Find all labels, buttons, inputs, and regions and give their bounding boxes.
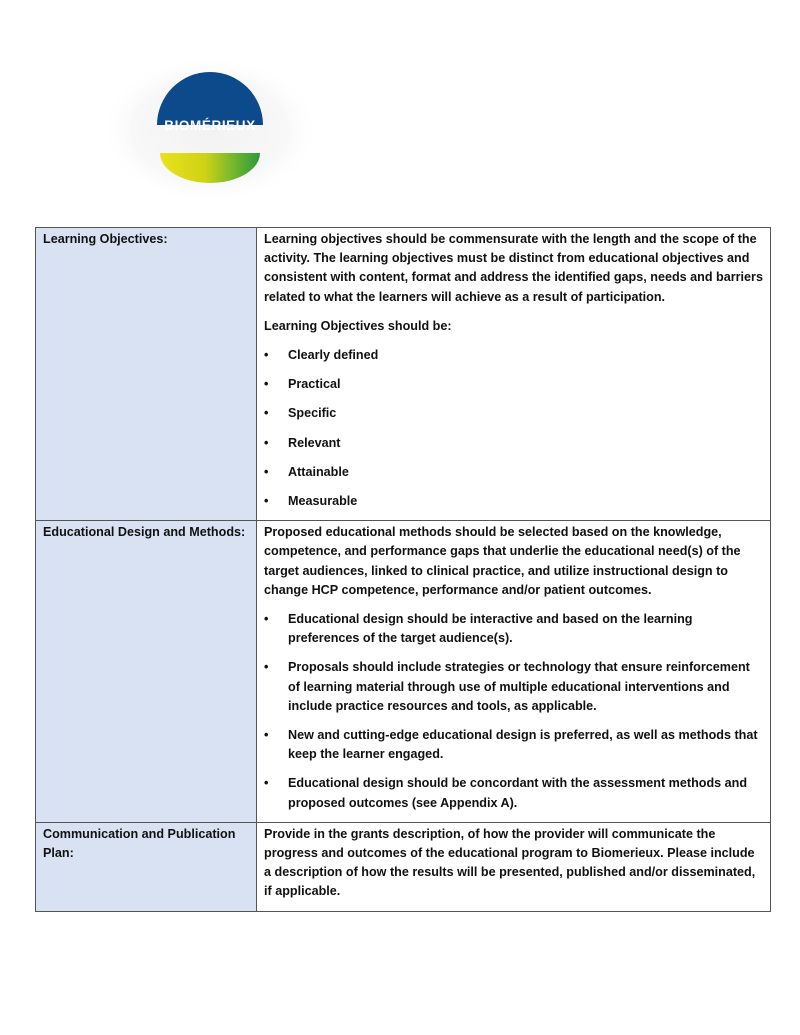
requirements-table: [35, 227, 771, 912]
content-paragraph: Provide in the grants description, of how the provider will communicate the progress and outcomes of the educational program to Biomerieux. Please include a description of how the results will be presented, published and/or disseminated, if applicable.: [264, 826, 756, 899]
table-row: [36, 521, 771, 823]
content-paragraph: Proposed educational methods should be selected based on the knowledge, competence, and performance gaps that underlie the educational need(s) of the target audiences, linked to clinical practice, and utilize instructional design to change HCP competence, performance and/or patient outcomes.: [264, 525, 741, 597]
bullet-item: [264, 404, 763, 423]
bullet-item: [264, 610, 763, 648]
bullet-icon: •: [264, 377, 269, 392]
row-label: Communication and Publication Plan:: [36, 822, 257, 911]
row-label: Learning Objectives:: [36, 228, 257, 521]
bullet-item: [264, 774, 763, 812]
bullet-item: [264, 492, 763, 511]
row-content: [257, 228, 771, 521]
bullet-text: Clearly defined: [288, 348, 379, 363]
bullet-icon: •: [264, 776, 269, 791]
bullet-text: Practical: [288, 377, 341, 392]
bullet-icon: •: [264, 660, 269, 675]
bullet-item: [264, 463, 763, 482]
bullet-icon: •: [264, 728, 269, 743]
table-row: [36, 822, 771, 911]
bullet-item: [264, 658, 763, 716]
bullet-text: Educational design should be interactive and based on the learning preferences of the target audience(s).: [288, 612, 693, 646]
bullet-icon: •: [264, 406, 269, 421]
bullet-icon: •: [264, 348, 269, 363]
content-paragraph: Learning objectives should be commensurate with the length and the scope of the activity. The learning objectives must be distinct from educational objectives and consistent with content, format and address the identified gaps, needs and barriers related to what the learners will achieve as a result of participation.: [264, 232, 763, 304]
bullet-list: [264, 610, 763, 813]
bullet-icon: •: [264, 435, 269, 450]
bullet-text: Specific: [288, 406, 337, 421]
bullet-text: Proposals should include strategies or technology that ensure reinforcement of learning material through use of multiple educational interventions and include practice resources and tools, as applicable.: [288, 660, 750, 713]
bullet-item: [264, 346, 763, 365]
bullet-icon: •: [264, 464, 269, 479]
biomerieux-logo: [100, 55, 320, 205]
row-content: [257, 822, 771, 911]
bullet-icon: •: [264, 612, 269, 627]
bullet-item: [264, 434, 763, 453]
bullet-icon: •: [264, 494, 269, 509]
bullet-text: Educational design should be concordant with the assessment methods and proposed outcomes (see Appendix A).: [288, 776, 748, 810]
bullet-item: [264, 375, 763, 394]
row-content: [257, 521, 771, 823]
bullet-text: New and cutting-edge educational design is preferred, as well as methods that keep the learner engaged.: [288, 728, 758, 762]
bullet-text: Measurable: [288, 494, 358, 509]
bullet-item: [264, 726, 763, 764]
content-paragraph: Learning Objectives should be:: [264, 318, 452, 333]
bullet-text: Relevant: [288, 435, 341, 450]
table-row: [36, 228, 771, 521]
bullet-list: [264, 346, 763, 511]
row-label: Educational Design and Methods:: [36, 521, 257, 823]
bullet-text: Attainable: [288, 464, 349, 479]
logo-text: BIOMÉRIEUX: [164, 118, 256, 133]
